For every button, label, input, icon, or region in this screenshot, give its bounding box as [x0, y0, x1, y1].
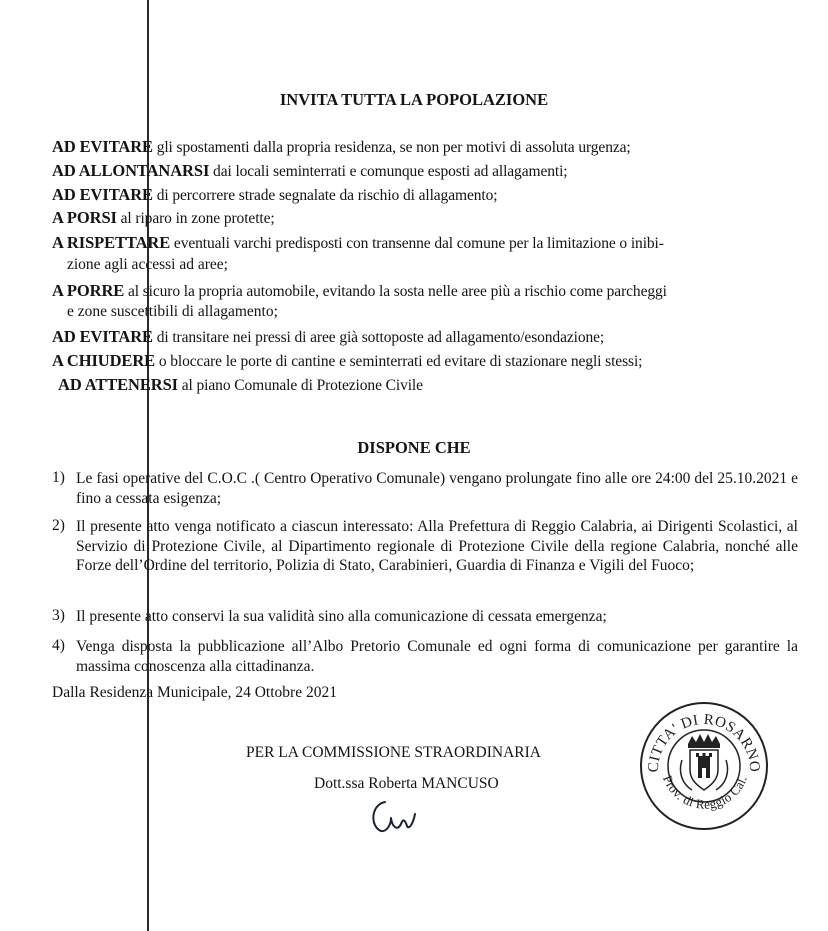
coat-of-arms-icon — [680, 734, 727, 790]
dispone-item-number: 2) — [52, 517, 65, 534]
municipal-seal — [638, 700, 770, 832]
invita-heading: INVITA TUTTA LA POPOLAZIONE — [279, 90, 549, 109]
dispone-item-text: Il presente atto venga notificato a ciascun interessato: Alla Prefettura di Reggio Calabria, ai Dirigenti Scolastici, al Servizio di Protezione Civile, al Dipartimento regionale di Protezione Civile della regione Calabria, nonché alle Forze dell’Ordine del territorio, Polizia di Stato, Carabinieri, Guardia di Finanza e Vigili del Fuoco; — [76, 518, 798, 574]
svg-text:Prov. di Reggio Cal. — [660, 773, 750, 812]
dispone-heading: DISPONE CHE — [357, 438, 471, 457]
invita-item: AD EVITARE di transitare nei pressi di aree già sottoposte ad allagamento/esondazione; — [52, 327, 605, 346]
commission-title: PER LA COMMISSIONE STRAORDINARIA — [246, 744, 541, 761]
place-date: Dalla Residenza Municipale, 24 Ottobre 2021 — [52, 684, 337, 701]
handwritten-signature — [365, 790, 425, 840]
invita-item-continuation: zione agli accessi ad aree; — [67, 256, 228, 273]
dispone-item-text: Il presente atto conservi la sua validità sino alla comunicazione di cessata emergenza; — [76, 608, 607, 625]
seal-bottom-text: Prov. di Reggio Cal. — [659, 773, 750, 812]
dispone-item-text: Le fasi operative del C.O.C .( Centro Operativo Comunale) vengano prolungate fino alle ore 24:00 del 25.10.2021 e fino a cessata esigenza; — [76, 470, 798, 507]
seal-top-text: CITTA' DI ROSARNO — [645, 711, 763, 773]
dispone-item-number: 1) — [52, 469, 65, 486]
dispone-item-number: 4) — [52, 637, 65, 654]
dispone-item-number: 3) — [52, 607, 65, 624]
invita-item: AD ALLONTANARSI dai locali seminterrati e comunque esposti ad allagamenti; — [52, 161, 568, 180]
invita-item: A PORSI al riparo in zone protette; — [52, 208, 275, 227]
invita-item-continuation: e zone suscettibili di allagamento; — [67, 303, 278, 320]
invita-item: A CHIUDERE o bloccare le porte di cantine e seminterrati ed evitare di stazionare negli stessi; — [52, 351, 643, 370]
invita-item: AD EVITARE di percorrere strade segnalate da rischio di allagamento; — [52, 185, 498, 204]
dispone-item-text: Venga disposta la pubblicazione all’Albo Pretorio Comunale ed ogni forma di comunicazione per garantire la massima conoscenza alla cittadinanza. — [76, 638, 798, 675]
invita-item: AD ATTENERSI al piano Comunale di Protezione Civile — [58, 375, 423, 394]
signatory-name: Dott.ssa Roberta MANCUSO — [314, 775, 499, 792]
invita-item: A RISPETTARE eventuali varchi predisposti con transenne dal comune per la limitazione o inibi- — [52, 233, 664, 252]
invita-item: AD EVITARE gli spostamenti dalla propria residenza, se non per motivi di assoluta urgenza; — [52, 137, 631, 156]
invita-item: A PORRE al sicuro la propria automobile, evitando la sosta nelle aree più a rischio come parcheggi — [52, 281, 667, 300]
